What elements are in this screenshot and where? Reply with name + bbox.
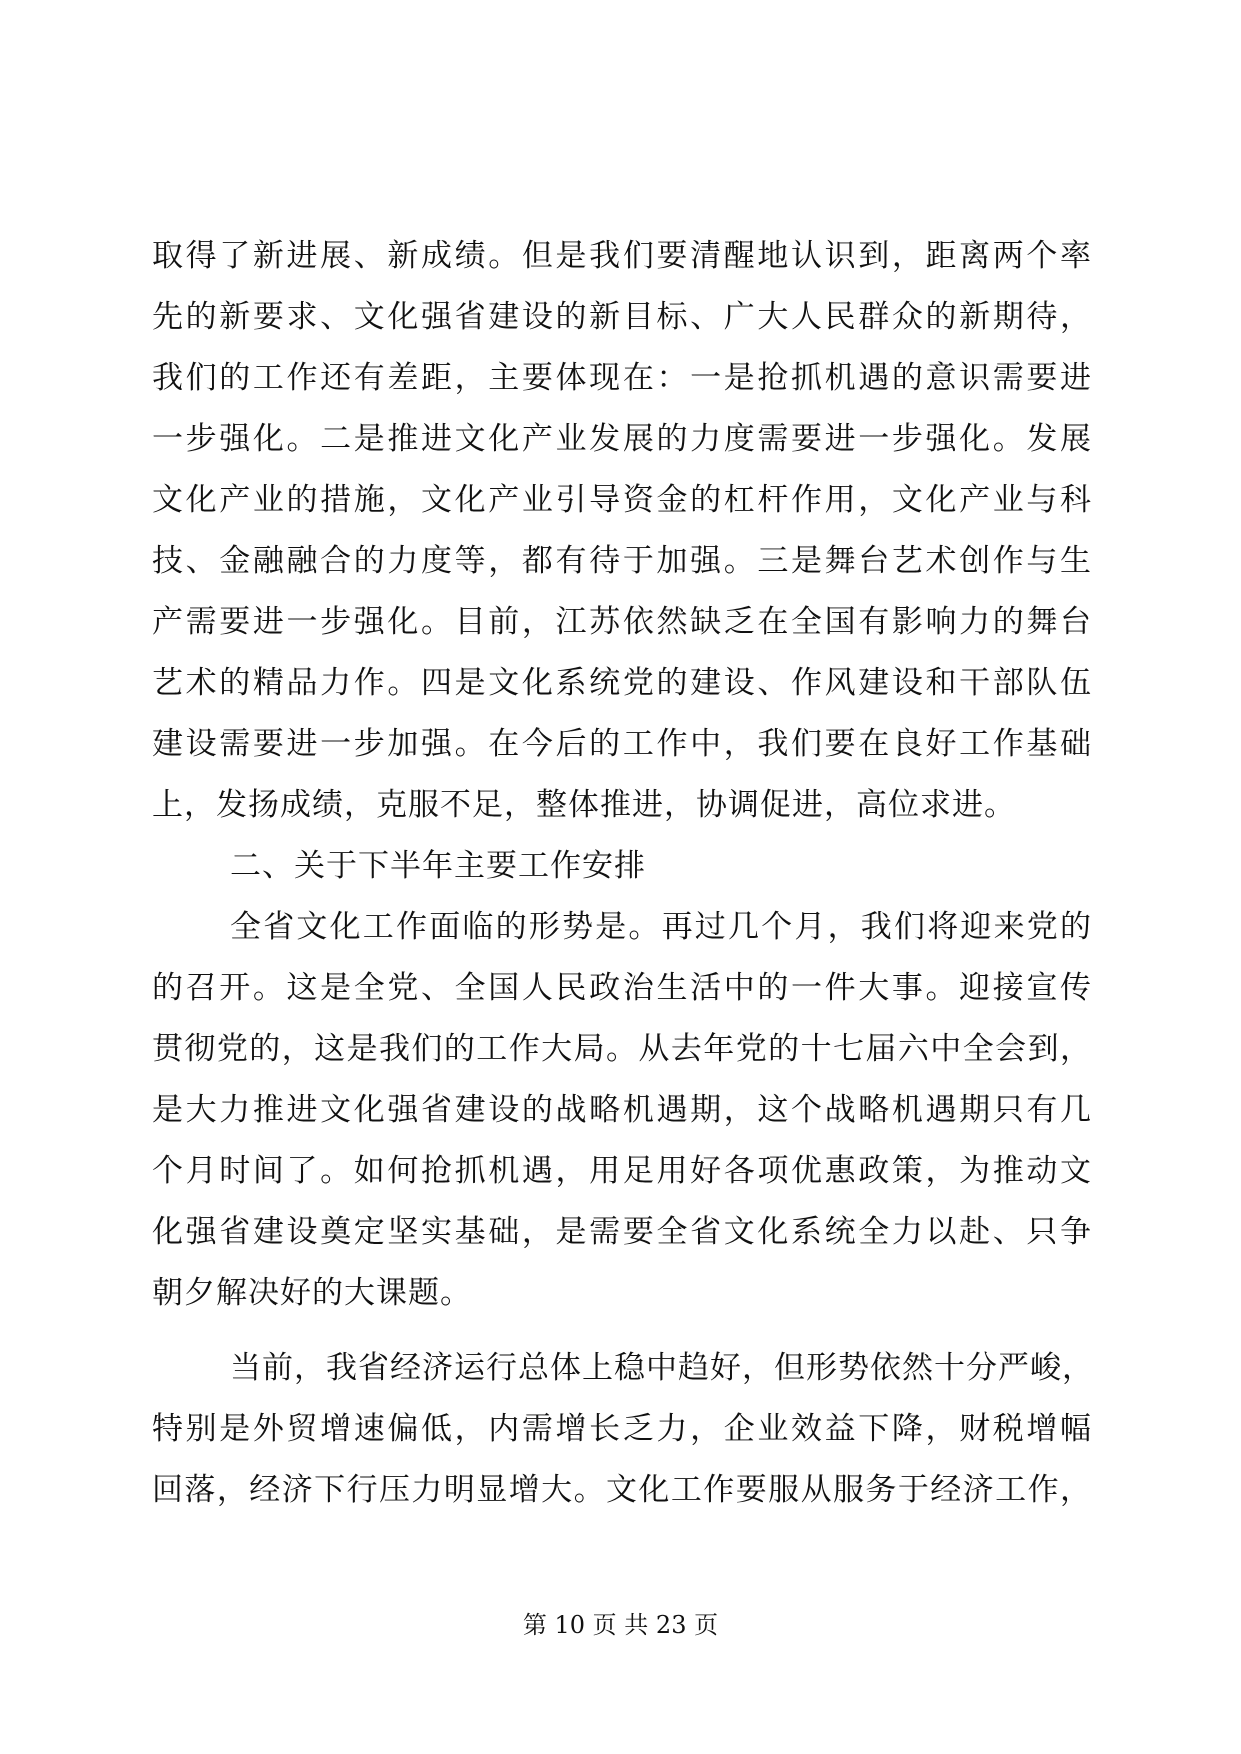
- text-line: 文化产业的措施，文化产业引导资金的杠杆作用，文化产业与科: [152, 482, 1092, 518]
- text-line: 先的新要求、文化强省建设的新目标、广大人民群众的新期待，: [152, 299, 1092, 335]
- text-line: 一步强化。二是推进文化产业发展的力度需要进一步强化。发展: [152, 421, 1092, 457]
- text-line: 上，发扬成绩，克服不足，整体推进，协调促进，高位求进。: [152, 787, 1016, 823]
- text-line: 艺术的精品力作。四是文化系统党的建设、作风建设和干部队伍: [152, 665, 1092, 701]
- text-line: 建设需要进一步加强。在今后的工作中，我们要在良好工作基础: [152, 726, 1092, 762]
- page-number-footer: 第 10 页 共 23 页: [522, 1611, 719, 1639]
- text-line: 的召开。这是全党、全国人民政治生活中的一件大事。迎接宣传: [152, 970, 1092, 1006]
- text-line: 个月时间了。如何抢抓机遇，用足用好各项优惠政策，为推动文: [152, 1153, 1092, 1189]
- text-line: 当前，我省经济运行总体上稳中趋好，但形势依然十分严峻，: [230, 1350, 1094, 1386]
- text-line: 贯彻党的，这是我们的工作大局。从去年党的十七届六中全会到，: [152, 1031, 1092, 1067]
- text-line: 技、金融融合的力度等，都有待于加强。三是舞台艺术创作与生: [152, 543, 1092, 579]
- text-line: 我们的工作还有差距，主要体现在：一是抢抓机遇的意识需要进: [152, 360, 1092, 396]
- text-line: 是大力推进文化强省建设的战略机遇期，这个战略机遇期只有几: [152, 1092, 1092, 1128]
- text-line: 全省文化工作面临的形势是。再过几个月，我们将迎来党的: [230, 909, 1092, 945]
- section-heading: 二、关于下半年主要工作安排: [230, 848, 646, 884]
- text-line: 取得了新进展、新成绩。但是我们要清醒地认识到，距离两个率: [152, 238, 1092, 274]
- text-line: 回落，经济下行压力明显增大。文化工作要服从服务于经济工作，: [152, 1472, 1092, 1508]
- text-line: 朝夕解决好的大课题。: [152, 1275, 472, 1311]
- text-line: 化强省建设奠定坚实基础，是需要全省文化系统全力以赴、只争: [152, 1214, 1092, 1250]
- text-line: 特别是外贸增速偏低，内需增长乏力，企业效益下降，财税增幅: [152, 1411, 1092, 1447]
- text-line: 产需要进一步强化。目前，江苏依然缺乏在全国有影响力的舞台: [152, 604, 1092, 640]
